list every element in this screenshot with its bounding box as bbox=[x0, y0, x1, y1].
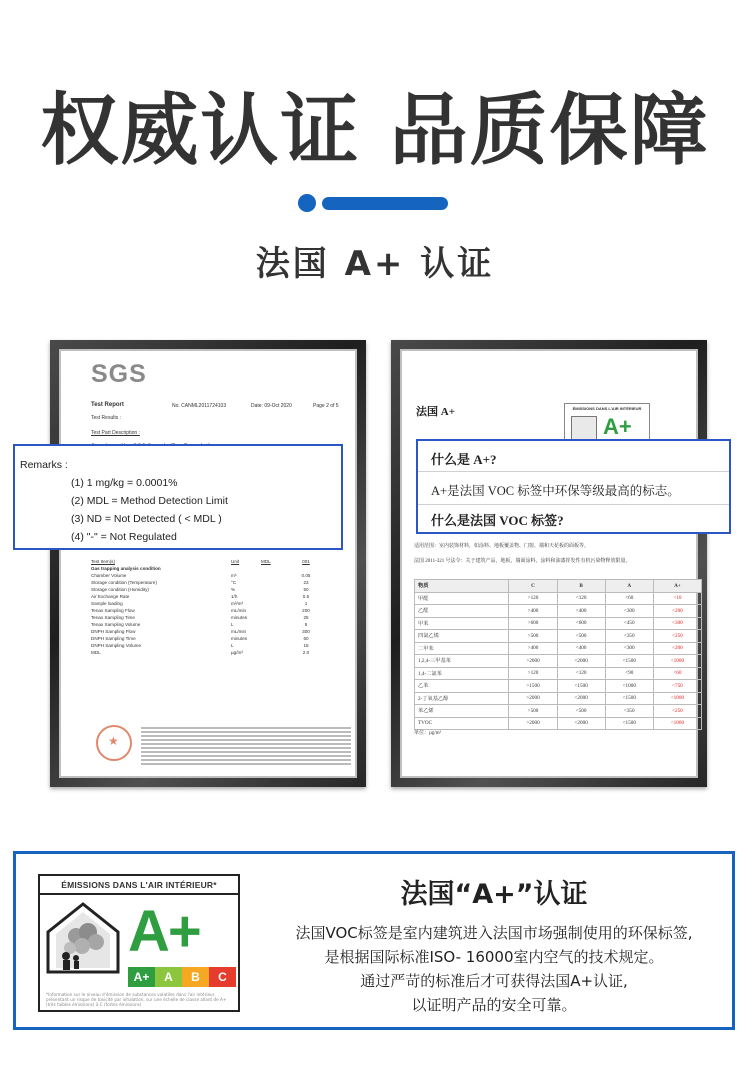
voc-limit-table bbox=[414, 579, 702, 730]
param-row: DNPH Sampling Flow mL/min 300 bbox=[91, 629, 310, 634]
param-row: Storage condition (Temperature) °C 23 bbox=[91, 580, 309, 585]
param-row: Tenax Sampling Time minutes 25 bbox=[91, 615, 309, 620]
info-line: 是根据国际标准ISO- 16000室内空气的技术规定。 bbox=[324, 948, 664, 966]
voc-row: TVOC >2000 <2000 <1500 <1000 bbox=[415, 717, 702, 730]
voc-row: 1,4-二氯苯 >120 <120 <90 <60 bbox=[415, 667, 702, 680]
voc-row: 二甲苯 >400 <400 <300 <200 bbox=[415, 642, 702, 655]
report-title: Test Report bbox=[91, 402, 124, 408]
info-line: 法国VOC标签是室内建筑进入法国市场强制使用的环保标签, bbox=[295, 924, 693, 942]
emission-label-header: ÉMISSIONS DANS L'AIR INTÉRIEUR* bbox=[40, 876, 238, 895]
param-row: Sample loading m²/m³ 1 bbox=[91, 601, 308, 606]
param-row: Storage condition (Humidity) % 50 bbox=[91, 587, 309, 592]
decree-note: 法国 2011-321 号法令：关于建筑产品，地板，墙面涂料，涂料和油漆挥发性有机污染物释放限量。 bbox=[414, 559, 631, 564]
voc-row: 四氯乙烯 >500 <500 <350 <250 bbox=[415, 630, 702, 643]
scope-note: 适用范围：室内装饰材料，如涂料、地板覆盖物、门窗、墙和天花板的面板等。 bbox=[414, 544, 590, 549]
unit-note: 单位：µg/m³ bbox=[414, 731, 442, 736]
results-label: Test Results : bbox=[91, 415, 122, 421]
part-desc-label: Test Part Description : bbox=[91, 430, 140, 436]
info-line: 通过严苛的标准后才可获得法国A+认证, bbox=[360, 972, 628, 990]
voc-row: 甲苯 >600 <600 <450 <300 bbox=[415, 617, 702, 630]
param-row: Chamber Volume m³ 0.05 bbox=[91, 573, 311, 578]
params-section: Gas trapping analysis condition bbox=[91, 566, 161, 571]
param-row: Tenax Sampling Volume L 5 bbox=[91, 622, 308, 627]
remarks-title: Remarks : bbox=[20, 459, 68, 471]
voc-row: 2-丁氧基乙醇 >2000 <2000 <1500 <1000 bbox=[415, 692, 702, 705]
grade-scale: A+ A B C bbox=[128, 967, 236, 987]
aplus-grade: A+ bbox=[128, 899, 200, 964]
answer-aplus: A+是法国 VOC 标签中环保等级最高的标志。 bbox=[431, 484, 680, 498]
param-row: Air Exchange Rate 1/h 0.5 bbox=[91, 594, 310, 599]
divider bbox=[418, 504, 729, 505]
report-date: Date: 09-Oct 2020 bbox=[251, 403, 292, 409]
remark-item: (1) 1 mg/kg = 0.0001% bbox=[71, 477, 178, 489]
sgs-seal-stamp bbox=[96, 725, 132, 761]
aplus-qa-callout bbox=[416, 439, 731, 534]
emission-label bbox=[38, 874, 240, 1012]
divider bbox=[418, 471, 729, 472]
info-title: 法国“A+”认证 bbox=[400, 879, 588, 910]
decor-dot bbox=[298, 194, 316, 212]
decor-bar bbox=[322, 197, 448, 210]
french-aplus-frame bbox=[391, 340, 707, 787]
mini-emission-label: ÉMISSIONS DANS L'AIR INTÉRIEUR A+ bbox=[564, 403, 650, 458]
remark-item: (4) "-" = Not Regulated bbox=[71, 531, 177, 543]
voc-row: 物质 C B A A+ bbox=[415, 580, 702, 593]
report-page: Page 2 of 5 bbox=[313, 403, 339, 409]
voc-row: 苯乙烯 >500 <500 <350 <250 bbox=[415, 705, 702, 718]
page-title: 权威认证 品质保障 bbox=[40, 86, 710, 176]
remark-item: (3) ND = Not Detected ( < MDL ) bbox=[71, 513, 222, 525]
remark-item: (2) MDL = Method Detection Limit bbox=[71, 495, 228, 507]
sgs-certificate-frame bbox=[50, 340, 366, 787]
sgs-report-page bbox=[59, 349, 357, 785]
report-number: No. CANML2011724103 bbox=[172, 403, 227, 409]
section-subtitle: 法国 A+ 认证 bbox=[255, 244, 495, 284]
emission-label-footnote: *Information sur le niveau d'émission de substances volatiles dans l'air intérieur, présentant un risque de toxicité par inhalation, sur une échelle de classe allant de A+ (très faibles émissions) à C (fortes émissions) bbox=[46, 992, 227, 1007]
voc-row: 甲醛 >120 <120 <60 <10 bbox=[415, 592, 702, 605]
param-row: MDL µg/m³ 2.0 bbox=[91, 650, 310, 655]
params-header: Test Item(s) Unit MDL 001 bbox=[91, 559, 310, 564]
param-row: Tenax Sampling Flow mL/min 200 bbox=[91, 608, 310, 613]
test-params-table bbox=[91, 558, 321, 656]
voc-row: 1,2,4-三甲基苯 >2000 <2000 <1500 <1000 bbox=[415, 655, 702, 668]
info-line: 以证明产品的安全可靠。 bbox=[411, 996, 577, 1014]
house-icon bbox=[46, 902, 120, 974]
french-aplus-page bbox=[400, 349, 698, 778]
question-what-is-aplus: 什么是 A+? bbox=[431, 452, 497, 467]
aplus-info-panel bbox=[13, 851, 735, 1030]
voc-row: 乙醛 >400 <400 <300 <200 bbox=[415, 605, 702, 618]
param-row: DNPH Sampling Time minutes 60 bbox=[91, 636, 309, 641]
sgs-logo: SGS bbox=[91, 360, 147, 388]
sgs-member-footer: Member of the SGS Group (SGS SA) bbox=[271, 779, 354, 785]
remarks-callout bbox=[13, 444, 343, 550]
voc-row: 乙苯 >1500 <1500 <1000 <750 bbox=[415, 680, 702, 693]
question-voc-label: 什么是法国 VOC 标签? bbox=[431, 513, 564, 528]
fine-print bbox=[141, 727, 351, 767]
french-doc-title: 法国 A+ bbox=[416, 406, 455, 418]
param-row: DNPH Sampling Volume L 18 bbox=[91, 643, 309, 648]
